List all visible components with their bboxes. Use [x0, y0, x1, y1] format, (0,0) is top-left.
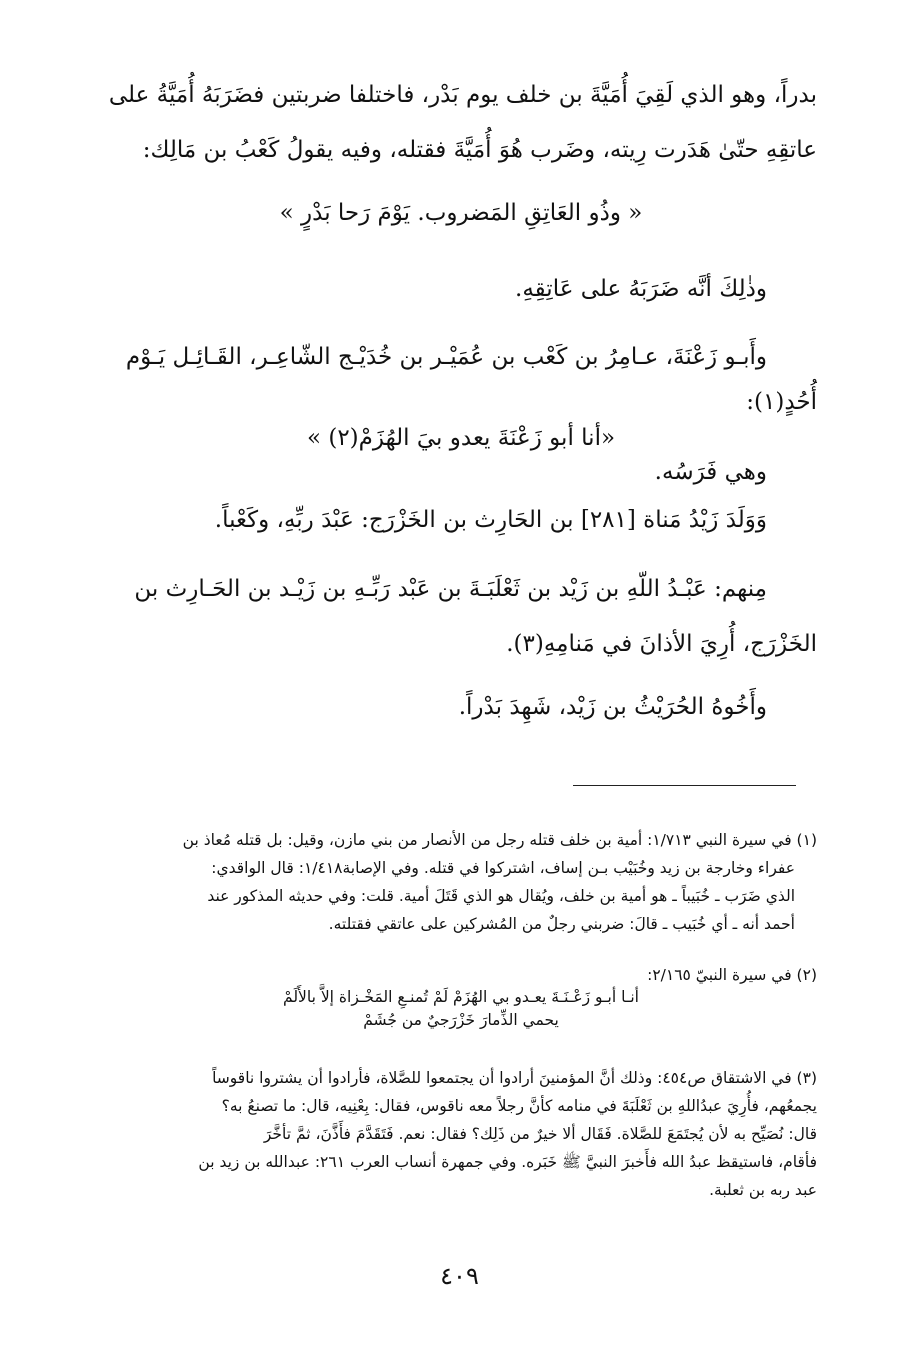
footnote-1-line-1: (١) في سيرة النبي ١/٧١٣: أمية بن خلف قتله رجل من الأنصار من بني مازن، وقيل: بل قتله مُعاذ بن: [182, 831, 817, 849]
paragraph-8-line-1: مِنهم: عَبْـدُ اللّهِ بن زَيْد بن ثَعْلَبَـةَ بن عَبْد رَبِّـهِ بن زَيْـد بن الحَـارِث بن: [134, 576, 767, 602]
paragraph-3: وذٰلِكَ أنَّه ضَرَبَهُ على عَاتِقِهِ.: [515, 276, 767, 302]
footnote-1-line-2: عفراء وخارجة بن زيد وخُبَيْب بـن إساف، اشتركوا في قتله. وفي الإصابة١/٤١٨: قال الواقدي:: [211, 859, 795, 877]
footnote-separator: [573, 785, 796, 786]
main-text: [105, 68, 817, 178]
footnote-3-line-2: يجمعُهم، فأُرِيَ عبدُاللهِ بن ثَعْلَبَةَ في منامه كأنَّ رجلاً معه ناقوس، فقال: بِعْنِيه، قال: ما تصنعُ به؟: [221, 1097, 817, 1115]
footnote-3-line-1: (٣) في الاشتقاق ص٤٥٤: وذلك أنَّ المؤمنينَ أرادوا أن يجتمعوا للصَّلاة، فأرادوا أن يشتروا ناقوساً: [212, 1069, 817, 1087]
verse-2: «أنا أبو زَعْنَةَ يعدو بيَ الهُزَمْ(٢) »: [306, 425, 616, 451]
paragraph-4-line-2: أُحُدٍ(١):: [746, 389, 817, 415]
verse-1: « وذُو العَاتِقِ المَضروب. يَوْمَ رَحا بَدْرٍ »: [279, 200, 643, 226]
footnote-2: (٢) في سيرة النبيّ ٢/١٦٥:: [647, 966, 817, 984]
footnote-2-verse-line-1: أنـا أبـو زَعْـنَـةَ يعـدو بي الهُزَمْ لَمْ تُمنـعِ المَخْـزاة إلاَّ بالأَلَمْ: [283, 988, 639, 1006]
footnote-2-verse: [105, 986, 817, 1032]
footnote-1-line-4: أحمد أنه ـ أي خُبَيب ـ قالَ: ضربني رجلٌ من المُشركين على عاتقي فقتلته.: [328, 915, 795, 933]
paragraph-1-line-2: عاتقِهِ حتّىٰ هَدَرت رِيته، وضَرب هُوَ أُمَيَّةَ فقتله، وفيه يقولُ كَعْبُ بن مَالِك:: [142, 137, 817, 163]
paragraph-8: [105, 562, 817, 672]
footnote-1-line-3: الذي ضَرَب ـ خُبَيباً ـ هو أمية بن خلف، ويُقال هو الذي قَتَلَ أمية. قلت: وفي حديثه المذكور عند: [207, 887, 795, 905]
paragraph-7: وَوَلَدَ زَيْدُ مَناة [٢٨١] بن الحَارِث بن الخَزْرَج: عَبْدَ ربِّهِ، وكَعْباً.: [214, 507, 767, 533]
footnote-1: [105, 826, 817, 938]
paragraph-6: وهي فَرَسُه.: [654, 459, 767, 485]
footnote-3-line-4: فأقام، فاستيقظ عبدُ الله فأَخبرَ النبيَّ ﷺ خَبَره. وفي جمهرة أنساب العرب ٢٦١: عبدالله بن زيد بن: [198, 1153, 817, 1171]
paragraph-4-line-1: وأَبـو زَعْنَةَ، عـامِرُ بن كَعْب بن عُمَيْـر بن خُدَيْـج الشّاعِـر، القَـائِـل يَـوْم: [125, 344, 767, 370]
paragraph-8-line-2: الخَزْرَج، أُرِيَ الأذانَ في مَنامِهِ(٣).: [506, 631, 817, 657]
footnote-2-verse-line-2: يحمي الذِّمارَ خَزْرَجيٌ من جُشَمْ: [363, 1011, 559, 1029]
footnote-3-line-5: عبد ربه بن ثعلبة.: [709, 1181, 817, 1199]
page-number: ٤٠٩: [440, 1262, 479, 1290]
footnote-3-line-3: قال: نُصَيِّح به لأن يُجتَمَعَ للصَّلاة. فَقَال ألا خيرٌ من ذَلِك؟ فقال: نعم. فَتَقَدَّمَ فأَذَّنَ، ثمَّ تأخَّرَ: [263, 1125, 817, 1143]
paragraph-9: وأَخُوهُ الحُرَيْثُ بن زَيْد، شَهِدَ بَدْراً.: [458, 694, 767, 720]
paragraph-1: [105, 68, 817, 178]
paragraph-4: [105, 330, 817, 419]
footnote-3: [105, 1064, 817, 1204]
paragraph-1-line-1: بدراً، وهو الذي لَقِيَ أُمَيَّةَ بن خلف يوم بَدْر، فاختلفا ضربتين فضَرَبَهُ أُمَيَّةُ على: [108, 82, 817, 108]
